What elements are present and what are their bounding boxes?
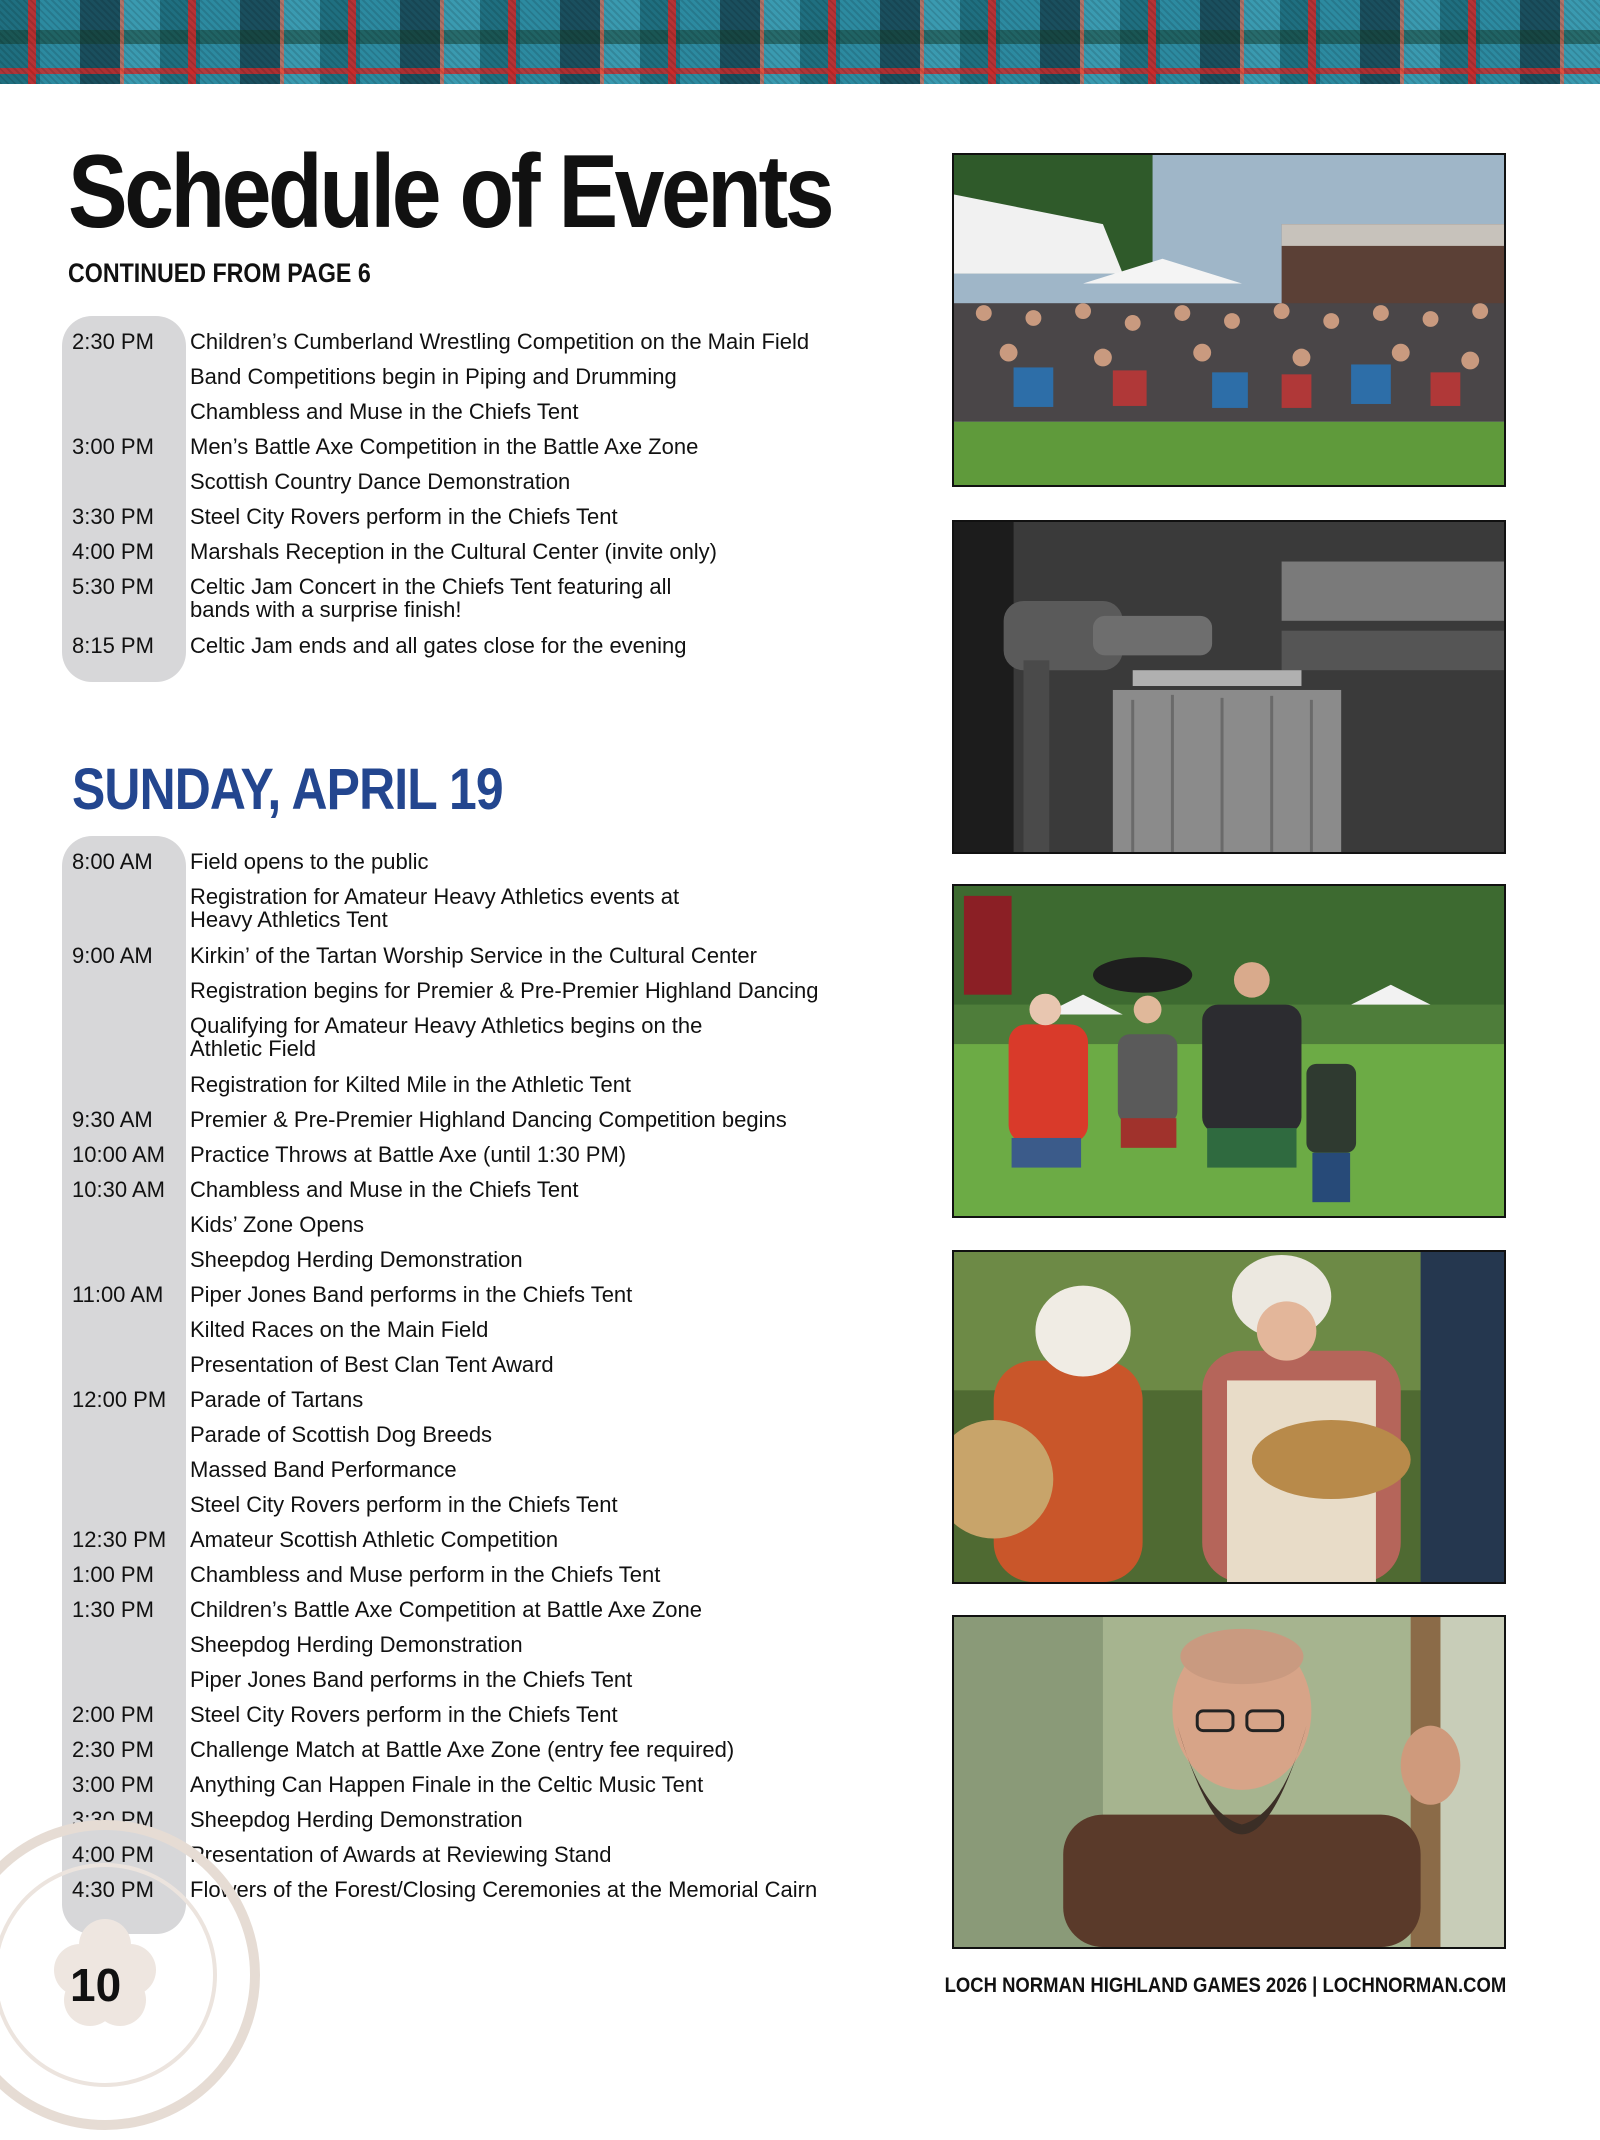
schedule-row xyxy=(62,1563,910,1586)
schedule-time xyxy=(62,979,190,1002)
schedule-row xyxy=(62,505,910,528)
schedule-event: Celtic Jam ends and all gates close for the evening xyxy=(190,633,687,658)
schedule-event: Flowers of the Forest/Closing Ceremonies at the Memorial Cairn xyxy=(190,1877,818,1902)
photo-crowd-at-tents xyxy=(952,153,1506,487)
schedule-event: Qualifying for Amateur Heavy Athletics begins on the Athletic Field xyxy=(190,1013,703,1061)
schedule-event: Scottish Country Dance Demonstration xyxy=(190,469,571,494)
schedule-event: Steel City Rovers perform in the Chiefs Tent xyxy=(190,1492,618,1517)
schedule-row xyxy=(62,1493,910,1516)
schedule-time xyxy=(62,1073,190,1096)
schedule-event: Kirkin’ of the Tartan Worship Service in the Cultural Center xyxy=(190,943,757,968)
schedule-time: 12:00 PM xyxy=(72,1387,167,1412)
schedule-row xyxy=(62,575,710,621)
schedule-time xyxy=(62,1014,190,1060)
schedule-time: 5:30 PM xyxy=(72,574,154,599)
schedule-time xyxy=(62,400,190,423)
schedule-time: 3:00 PM xyxy=(72,434,154,459)
schedule-time xyxy=(62,1213,190,1236)
schedule-time: 4:30 PM xyxy=(72,1877,154,1902)
schedule-row xyxy=(62,1283,910,1306)
schedule-time: 3:00 PM xyxy=(72,1772,154,1797)
schedule-time xyxy=(62,470,190,493)
schedule-row xyxy=(62,1073,910,1096)
schedule-event: Practice Throws at Battle Axe (until 1:30 PM) xyxy=(190,1142,627,1167)
schedule-time: 2:00 PM xyxy=(72,1702,154,1727)
schedule-row xyxy=(62,1318,910,1341)
schedule-event: Registration begins for Premier & Pre-Premier Highland Dancing xyxy=(190,978,819,1003)
schedule-row xyxy=(62,885,710,931)
schedule-time: 3:30 PM xyxy=(72,504,154,529)
photo-blacksmith-vise xyxy=(952,520,1506,854)
schedule-time xyxy=(62,1353,190,1376)
schedule-row xyxy=(62,1668,910,1691)
schedule-event: Registration for Kilted Mile in the Athletic Tent xyxy=(190,1072,632,1097)
schedule-row xyxy=(62,1633,910,1656)
schedule-row xyxy=(62,1738,910,1761)
schedule-event: Premier & Pre-Premier Highland Dancing Competition begins xyxy=(190,1107,787,1132)
schedule-row xyxy=(62,400,910,423)
photo-colonial-reenactors xyxy=(952,1250,1506,1584)
page-subtitle: CONTINUED FROM PAGE 6 xyxy=(68,258,371,288)
schedule-row xyxy=(62,1528,910,1551)
sunday-schedule xyxy=(62,836,922,1934)
schedule-event: Sheepdog Herding Demonstration xyxy=(190,1807,523,1832)
schedule-row xyxy=(62,1014,710,1060)
schedule-row xyxy=(62,1353,910,1376)
footer-text: LOCH NORMAN HIGHLAND GAMES 2026 | LOCHNORMAN.COM xyxy=(944,1974,1506,1997)
schedule-event: Band Competitions begin in Piping and Drumming xyxy=(190,364,677,389)
schedule-row xyxy=(62,1423,910,1446)
schedule-event: Steel City Rovers perform in the Chiefs Tent xyxy=(190,504,618,529)
schedule-event: Piper Jones Band performs in the Chiefs Tent xyxy=(190,1282,633,1307)
schedule-event: Massed Band Performance xyxy=(190,1457,457,1482)
schedule-row xyxy=(62,365,910,388)
schedule-row xyxy=(62,944,910,967)
schedule-event: Steel City Rovers perform in the Chiefs Tent xyxy=(190,1702,618,1727)
schedule-row xyxy=(62,1108,910,1131)
schedule-event: Children’s Battle Axe Competition at Battle Axe Zone xyxy=(190,1597,702,1622)
schedule-row xyxy=(62,470,910,493)
schedule-time: 3:30 PM xyxy=(72,1807,154,1832)
schedule-event: Anything Can Happen Finale in the Celtic Music Tent xyxy=(190,1772,704,1797)
schedule-time: 8:00 AM xyxy=(72,849,153,874)
schedule-event: Celtic Jam Concert in the Chiefs Tent featuring all bands with a surprise finish! xyxy=(190,574,672,622)
tartan-banner xyxy=(0,0,1600,84)
schedule-time: 1:30 PM xyxy=(72,1597,154,1622)
schedule-event: Registration for Amateur Heavy Athletics events at Heavy Athletics Tent xyxy=(190,884,680,932)
schedule-row xyxy=(62,1773,910,1796)
seal-watermark xyxy=(0,1807,270,2140)
schedule-event: Field opens to the public xyxy=(190,849,429,874)
page-title: Schedule of Events xyxy=(68,134,832,250)
schedule-row xyxy=(62,330,910,353)
schedule-time: 4:00 PM xyxy=(72,1842,154,1867)
schedule-time xyxy=(62,1633,190,1656)
schedule-time xyxy=(62,1248,190,1271)
schedule-time: 2:30 PM xyxy=(72,329,154,354)
schedule-row xyxy=(62,1213,910,1236)
schedule-row xyxy=(62,540,910,563)
schedule-time: 11:00 AM xyxy=(72,1282,164,1307)
schedule-row xyxy=(62,634,910,657)
schedule-event: Parade of Tartans xyxy=(190,1387,364,1412)
schedule-event: Kids’ Zone Opens xyxy=(190,1212,365,1237)
schedule-time: 9:00 AM xyxy=(72,943,153,968)
schedule-time: 4:00 PM xyxy=(72,539,154,564)
schedule-event: Chambless and Muse in the Chiefs Tent xyxy=(190,399,579,424)
photo-bearded-man xyxy=(952,1615,1506,1949)
schedule-event: Parade of Scottish Dog Breeds xyxy=(190,1422,493,1447)
schedule-time xyxy=(62,1493,190,1516)
schedule-time xyxy=(62,885,190,931)
schedule-event: Challenge Match at Battle Axe Zone (entry fee required) xyxy=(190,1737,735,1762)
schedule-event: Piper Jones Band performs in the Chiefs Tent xyxy=(190,1667,633,1692)
schedule-event: Children’s Cumberland Wrestling Competition on the Main Field xyxy=(190,329,810,354)
schedule-time: 1:00 PM xyxy=(72,1562,154,1587)
schedule-time: 8:15 PM xyxy=(72,633,154,658)
schedule-time xyxy=(62,1458,190,1481)
schedule-time xyxy=(62,1318,190,1341)
page-number: 10 xyxy=(70,1959,122,2011)
schedule-time: 12:30 PM xyxy=(72,1527,167,1552)
schedule-row xyxy=(62,1143,910,1166)
schedule-time: 9:30 AM xyxy=(72,1107,153,1132)
schedule-event: Presentation of Best Clan Tent Award xyxy=(190,1352,554,1377)
schedule-row xyxy=(62,1388,910,1411)
schedule-time: 2:30 PM xyxy=(72,1737,154,1762)
schedule-row xyxy=(62,1458,910,1481)
photo-parade-of-tartans xyxy=(952,884,1506,1218)
schedule-time xyxy=(62,365,190,388)
schedule-time: 10:00 AM xyxy=(72,1142,165,1167)
schedule-time xyxy=(62,1668,190,1691)
schedule-row xyxy=(62,1703,910,1726)
schedule-event: Sheepdog Herding Demonstration xyxy=(190,1247,523,1272)
sunday-heading: SUNDAY, APRIL 19 xyxy=(72,757,503,822)
schedule-event: Marshals Reception in the Cultural Center (invite only) xyxy=(190,539,718,564)
schedule-row xyxy=(62,850,910,873)
schedule-row xyxy=(62,1598,910,1621)
schedule-event: Kilted Races on the Main Field xyxy=(190,1317,489,1342)
schedule-event: Presentation of Awards at Reviewing Stand xyxy=(190,1842,612,1867)
schedule-event: Chambless and Muse in the Chiefs Tent xyxy=(190,1177,579,1202)
schedule-event: Amateur Scottish Athletic Competition xyxy=(190,1527,559,1552)
schedule-row xyxy=(62,1248,910,1271)
saturday-schedule xyxy=(62,316,922,682)
schedule-row xyxy=(62,979,910,1002)
schedule-time xyxy=(62,1423,190,1446)
schedule-event: Men’s Battle Axe Competition in the Battle Axe Zone xyxy=(190,434,699,459)
schedule-row xyxy=(62,435,910,458)
schedule-event: Chambless and Muse perform in the Chiefs Tent xyxy=(190,1562,661,1587)
schedule-row xyxy=(62,1178,910,1201)
schedule-event: Sheepdog Herding Demonstration xyxy=(190,1632,523,1657)
schedule-time: 10:30 AM xyxy=(72,1177,165,1202)
